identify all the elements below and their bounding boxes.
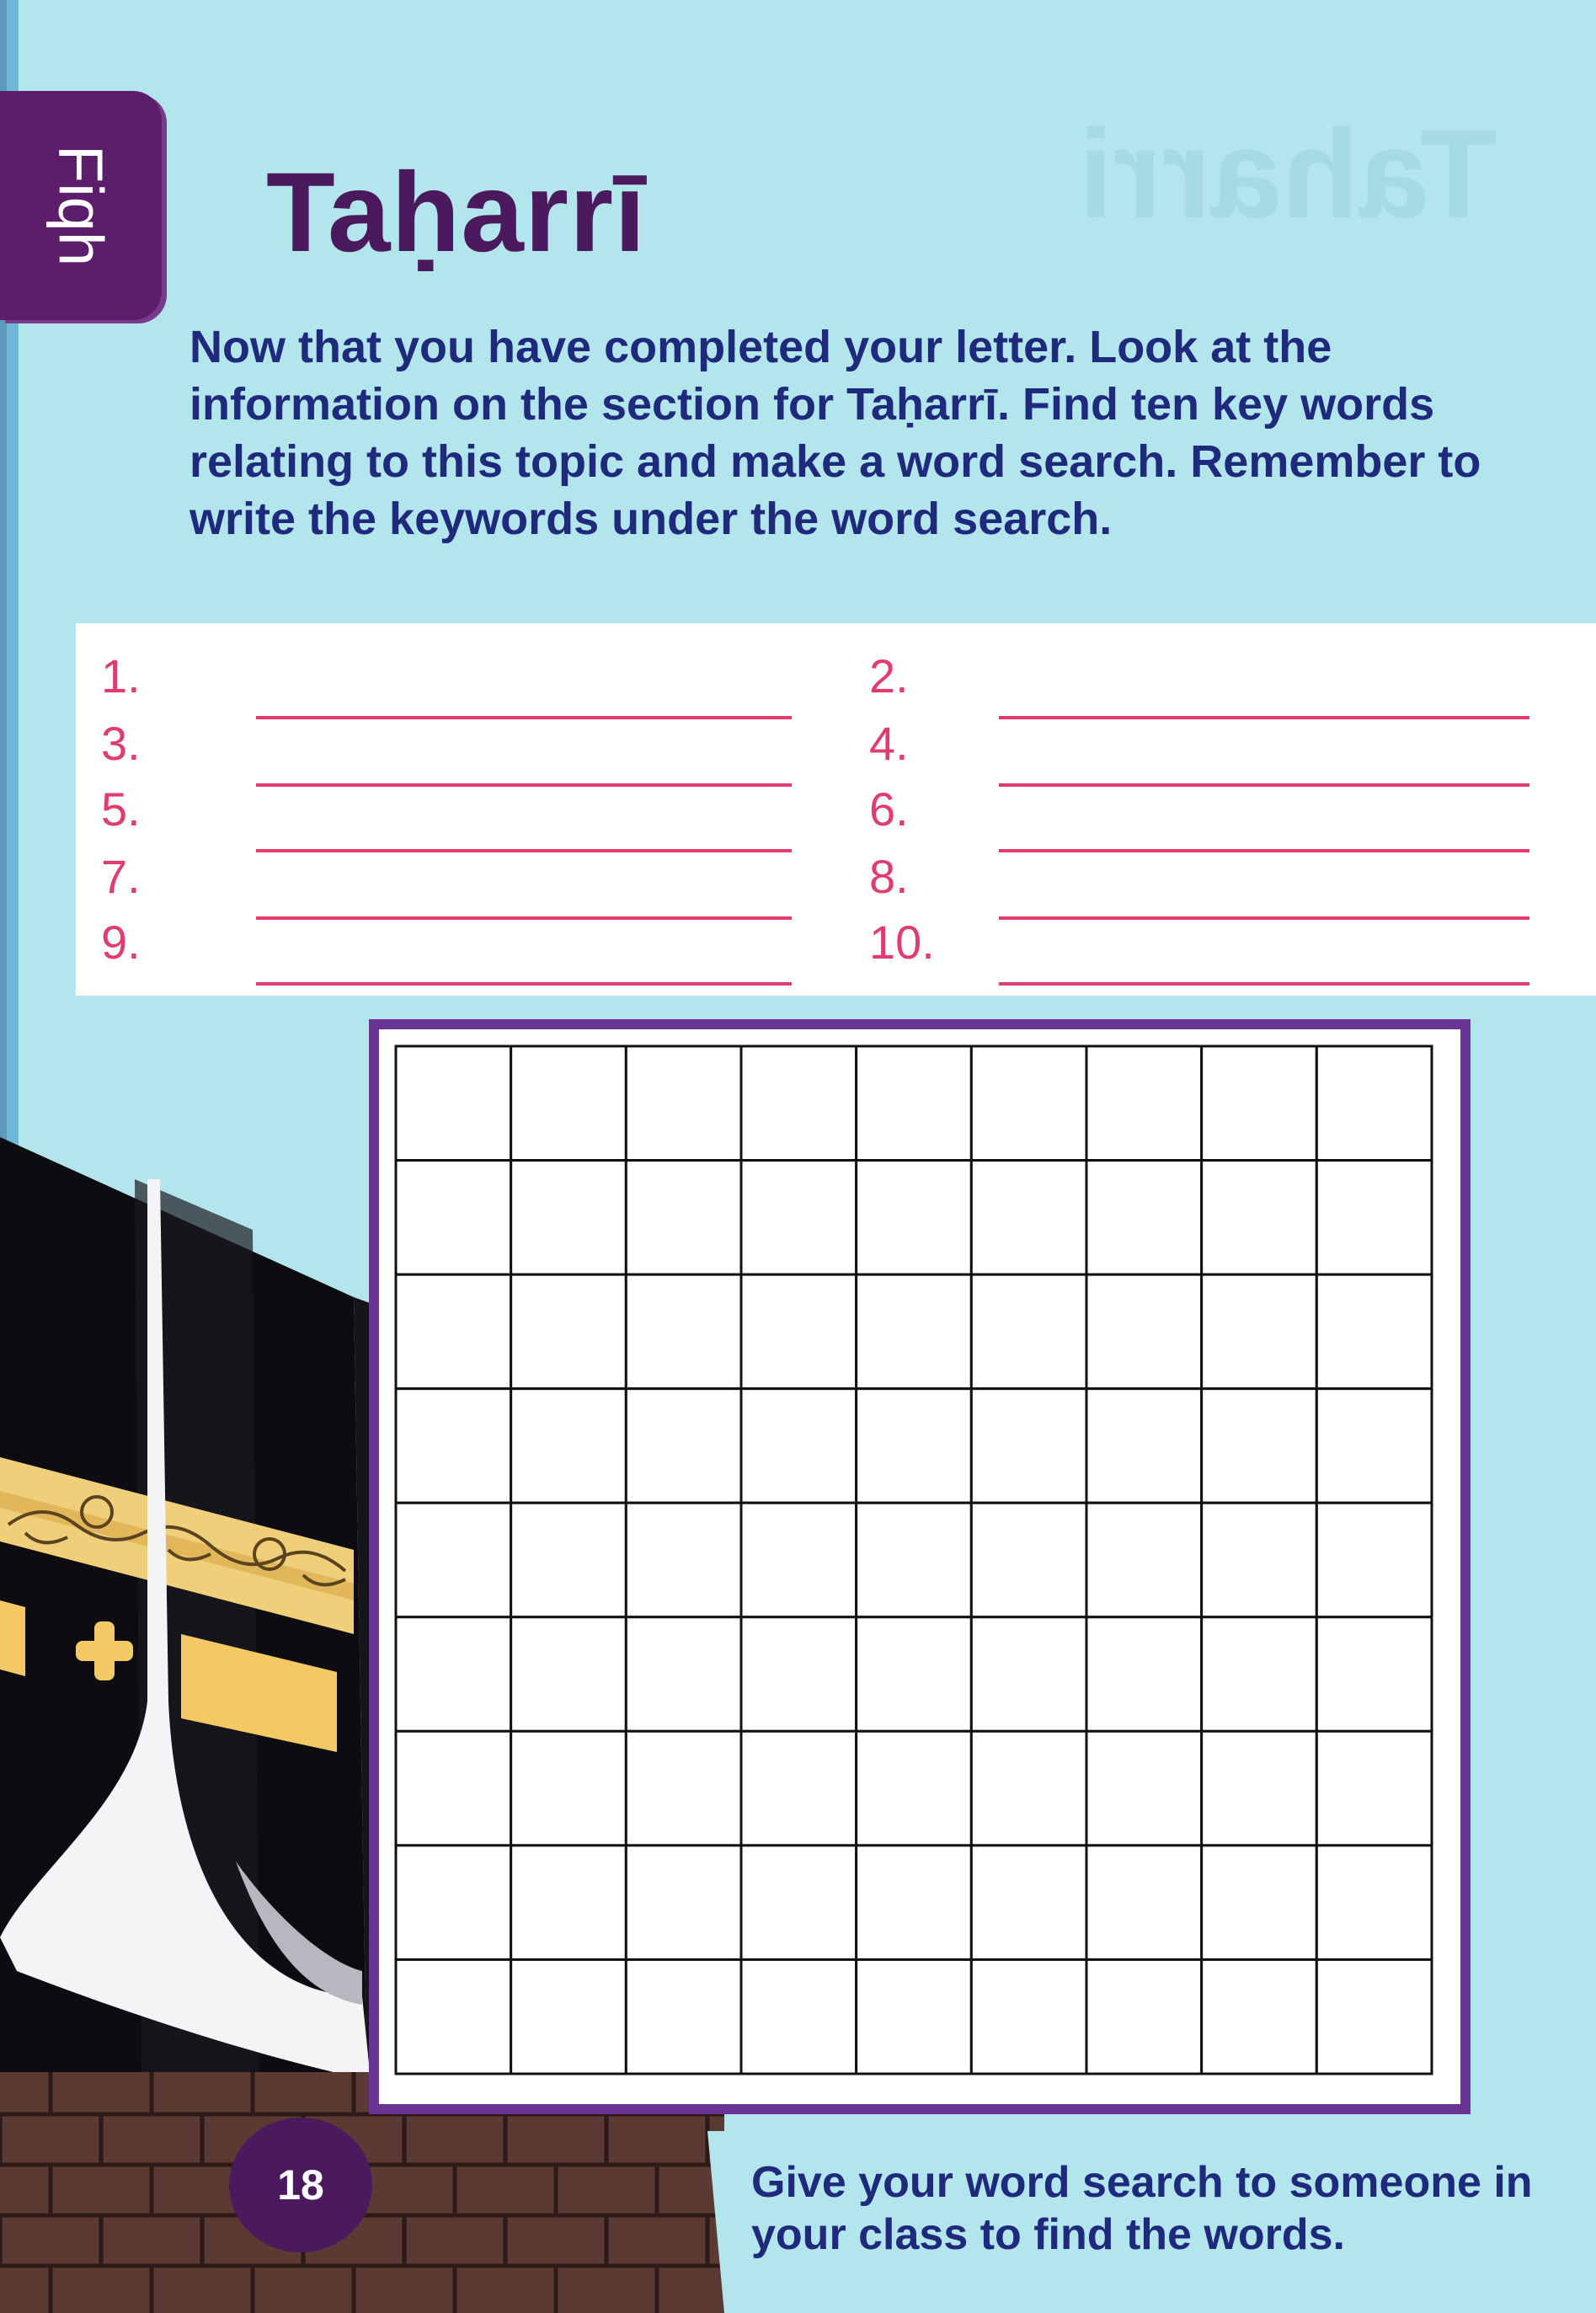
keyword-number: 10. <box>869 916 935 969</box>
grid-cell[interactable] <box>396 1617 511 1732</box>
grid-cell[interactable] <box>396 1846 511 1960</box>
keyword-slot-7 <box>101 849 792 908</box>
grid-cell[interactable] <box>1202 1846 1317 1960</box>
grid-cell[interactable] <box>1086 1046 1202 1161</box>
grid-cell[interactable] <box>857 1959 972 2074</box>
grid-cell[interactable] <box>396 1161 511 1275</box>
grid-cell[interactable] <box>741 1046 857 1161</box>
keyword-answer-line[interactable] <box>256 982 792 986</box>
keyword-number: 7. <box>101 850 141 903</box>
grid-cell[interactable] <box>971 1161 1086 1275</box>
grid-cell[interactable] <box>1316 1274 1432 1389</box>
keyword-number: 8. <box>869 850 909 903</box>
grid-cell[interactable] <box>741 1389 857 1504</box>
grid-cell[interactable] <box>741 1846 857 1960</box>
grid-cell[interactable] <box>971 1731 1086 1846</box>
keyword-number: 1. <box>101 649 141 702</box>
keyword-list-panel <box>76 623 1596 996</box>
grid-cell[interactable] <box>626 1161 741 1275</box>
grid-cell[interactable] <box>1316 1046 1432 1161</box>
grid-cell[interactable] <box>1086 1274 1202 1389</box>
grid-cell[interactable] <box>1086 1617 1202 1732</box>
grid-cell[interactable] <box>396 1731 511 1846</box>
grid-cell[interactable] <box>626 1046 741 1161</box>
grid-cell[interactable] <box>971 1617 1086 1732</box>
keyword-slot-6 <box>869 782 1560 841</box>
grid-cell[interactable] <box>857 1161 972 1275</box>
grid-cell[interactable] <box>511 1274 627 1389</box>
grid-cell[interactable] <box>741 1274 857 1389</box>
page-title: Taḥarrī <box>266 150 647 275</box>
keyword-slot-2 <box>869 649 1560 708</box>
grid-cell[interactable] <box>741 1503 857 1617</box>
grid-cell[interactable] <box>626 1617 741 1732</box>
grid-cell[interactable] <box>1316 1161 1432 1275</box>
grid-cell[interactable] <box>1086 1389 1202 1504</box>
page-number: 18 <box>277 2161 324 2209</box>
keyword-number: 4. <box>869 717 909 770</box>
section-tab-label: Fiqh <box>45 145 116 266</box>
grid-cell[interactable] <box>626 1274 741 1389</box>
section-tab <box>0 91 162 320</box>
grid-cell[interactable] <box>1202 1503 1317 1617</box>
grid-cell[interactable] <box>857 1046 972 1161</box>
grid-cell[interactable] <box>626 1959 741 2074</box>
keyword-slot-10 <box>869 915 1560 974</box>
grid-cell[interactable] <box>511 1731 627 1846</box>
grid-cell[interactable] <box>971 1046 1086 1161</box>
grid-cell[interactable] <box>1086 1161 1202 1275</box>
keyword-number: 5. <box>101 783 141 836</box>
grid-cell[interactable] <box>1316 1959 1432 2074</box>
grid-cell[interactable] <box>626 1389 741 1504</box>
grid-cell[interactable] <box>971 1389 1086 1504</box>
keyword-number: 9. <box>101 916 141 969</box>
grid-cell[interactable] <box>1316 1503 1432 1617</box>
keyword-answer-line[interactable] <box>999 982 1529 986</box>
keyword-number: 6. <box>869 783 909 836</box>
word-search-grid <box>379 1029 1460 2104</box>
grid-cell[interactable] <box>511 1161 627 1275</box>
grid-cell[interactable] <box>857 1389 972 1504</box>
grid-cell[interactable] <box>396 1503 511 1617</box>
grid-cell[interactable] <box>1202 1046 1317 1161</box>
grid-cell[interactable] <box>626 1503 741 1617</box>
grid-cell[interactable] <box>626 1846 741 1960</box>
grid-cell[interactable] <box>1316 1389 1432 1504</box>
page-number-badge <box>229 2118 372 2252</box>
footer-instruction: Give your word search to someone in your class to find the words. <box>751 2158 1533 2259</box>
grid-cell[interactable] <box>971 1503 1086 1617</box>
grid-cell[interactable] <box>1202 1617 1317 1732</box>
keyword-slot-1 <box>101 649 792 708</box>
grid-cell[interactable] <box>511 1389 627 1504</box>
grid-cell[interactable] <box>971 1274 1086 1389</box>
grid-cell[interactable] <box>511 1503 627 1617</box>
grid-cell[interactable] <box>1202 1731 1317 1846</box>
grid-cell[interactable] <box>741 1161 857 1275</box>
grid-cell[interactable] <box>1086 1959 1202 2074</box>
keyword-slot-3 <box>101 716 792 775</box>
grid-cell[interactable] <box>1202 1274 1317 1389</box>
grid-cell[interactable] <box>1086 1846 1202 1960</box>
grid-cell[interactable] <box>971 1846 1086 1960</box>
grid-cell[interactable] <box>396 1046 511 1161</box>
grid-cell[interactable] <box>511 1046 627 1161</box>
grid-cell[interactable] <box>857 1503 972 1617</box>
grid-cell[interactable] <box>857 1617 972 1732</box>
grid-cell[interactable] <box>857 1731 972 1846</box>
grid-cell[interactable] <box>1086 1731 1202 1846</box>
grid-cell[interactable] <box>1202 1959 1317 2074</box>
keyword-slot-4 <box>869 716 1560 775</box>
grid-cell[interactable] <box>971 1959 1086 2074</box>
gold-plaque <box>0 1600 25 1676</box>
grid-cell[interactable] <box>511 1959 627 2074</box>
grid-cell[interactable] <box>1316 1846 1432 1960</box>
keyword-number: 2. <box>869 649 909 702</box>
grid-cell[interactable] <box>741 1617 857 1732</box>
grid-cell[interactable] <box>1316 1617 1432 1732</box>
keyword-slot-8 <box>869 849 1560 908</box>
grid-cell[interactable] <box>396 1274 511 1389</box>
word-search-frame <box>369 1019 1471 2114</box>
grid-cell[interactable] <box>1202 1389 1317 1504</box>
keyword-slot-9 <box>101 915 792 974</box>
grid-cell[interactable] <box>396 1389 511 1504</box>
grid-cell[interactable] <box>396 1959 511 2074</box>
grid-cell[interactable] <box>1202 1161 1317 1275</box>
grid-cell[interactable] <box>1316 1731 1432 1846</box>
grid-cell[interactable] <box>511 1617 627 1732</box>
grid-cell[interactable] <box>1086 1503 1202 1617</box>
grid-cell[interactable] <box>857 1846 972 1960</box>
grid-cell[interactable] <box>741 1959 857 2074</box>
instructions-text: Now that you have completed your letter. Look at the information on the section for Taḥarrī. Find ten key words relating to this topic and make a word search. Remember to write the keywords under the word search. <box>189 322 1481 544</box>
grid-cell[interactable] <box>511 1846 627 1960</box>
keyword-number: 3. <box>101 717 141 770</box>
grid-cell[interactable] <box>741 1731 857 1846</box>
ghost-title-watermark: Taharri <box>1078 103 1497 244</box>
keyword-slot-5 <box>101 782 792 841</box>
grid-cell[interactable] <box>626 1731 741 1846</box>
grid-cell[interactable] <box>857 1274 972 1389</box>
